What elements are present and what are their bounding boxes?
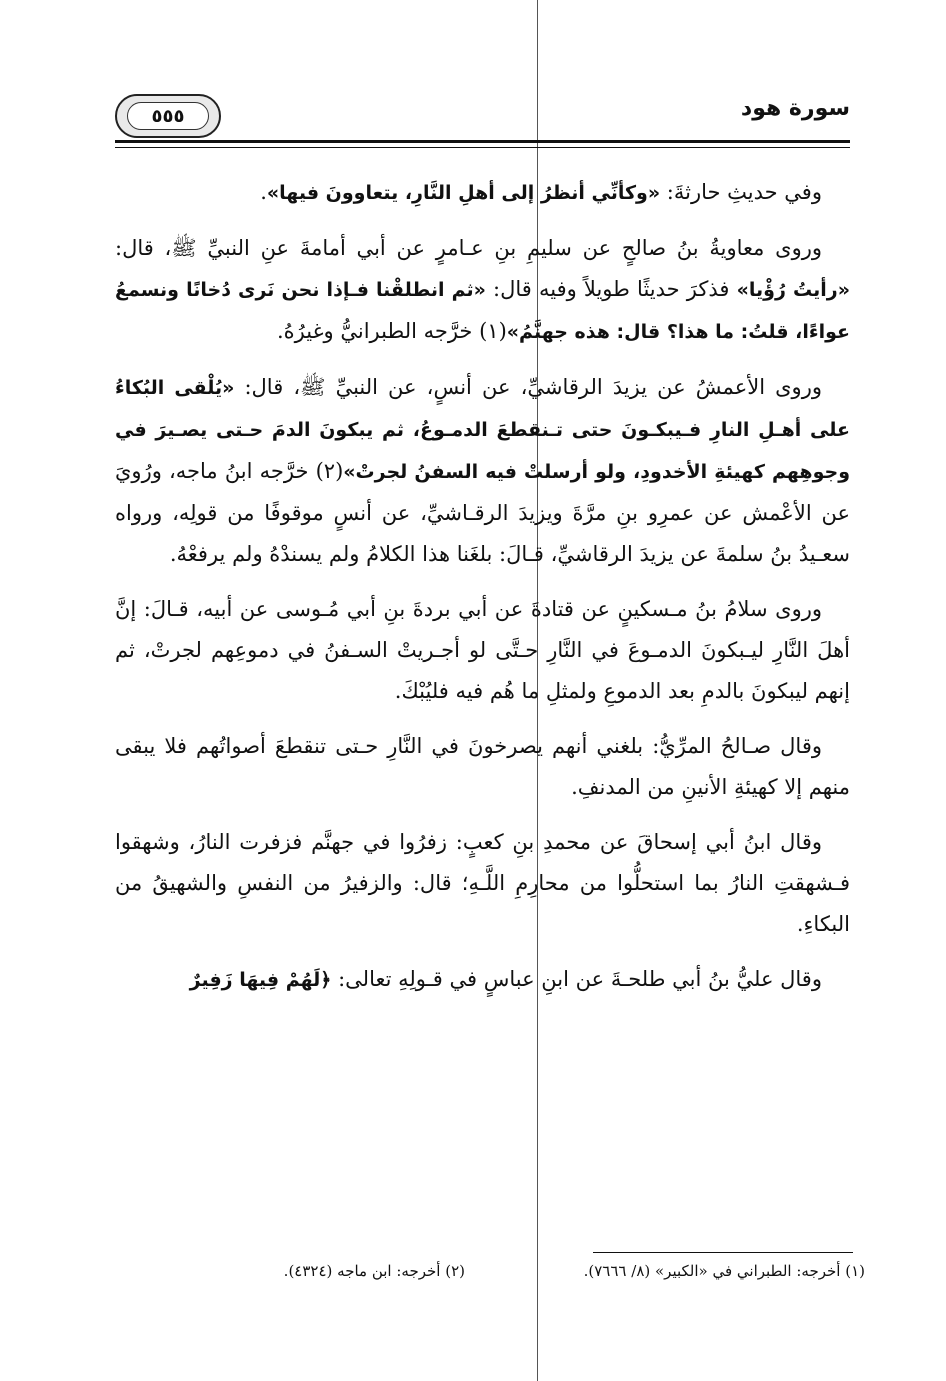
text-segment: وروى سلامُ بنُ مـسكينٍ عن قتادةَ عن أبي بردةَ بنِ أبي مُـوسى عن أبيه، قـالَ: إنَّ أهلَ النَّارِ ليـبكونَ الدمـوعَ في النَّارِ حـتَّى لو أجـريتْ السـفنُ في دموعِهم لجرتْ، ثم إنهم ليبكونَ بالدمِ بعد الدموعِ ولمثلِ ما هُم فيه فليُبْكَ.	[115, 597, 850, 703]
text-segment: وفي حديثِ حارثةَ:	[660, 180, 822, 204]
paragraph	[115, 367, 850, 575]
header-rule-thin	[115, 147, 850, 148]
header-rule-thick	[115, 140, 850, 143]
text-segment: وقال ابنُ أبي إسحاقَ عن محمدِ بنِ كعبٍ: زفرُوا في جهنَّم فزفرت النارُ، وشهقوا فـشهقتِ النارُ بما استحلُّوا من محارِمِ اللَّـهِ؛ قال: والزفيرُ من النفسِ والشهيقُ من البكاءِ.	[115, 830, 850, 936]
surah-title: سورة هود	[740, 96, 850, 121]
text-segment: .	[260, 180, 267, 204]
body-text	[115, 172, 850, 1015]
text-segment: خرَّجه الطبرانيُّ وغيرُهُ.	[276, 319, 480, 343]
footnote-separator	[593, 1252, 853, 1253]
quoted-text: «يُلْقى البُكاءُ على أهـلِ النارِ فـيبكـونَ حتى تـنقطعَ الدمـوعُ، ثم يبكونَ الدمَ حـتى يصـيرَ في وجوهِهم كهيئةِ الأخدودِ، ولو أرسلتْ فيه السفنُ لجرتْ»	[115, 377, 850, 483]
page-number-badge	[115, 94, 221, 138]
text-segment: (٢)	[315, 459, 344, 483]
paragraph	[115, 228, 850, 353]
page-number: ٥٥٥	[127, 102, 209, 130]
paragraph	[115, 959, 850, 1001]
text-segment: وروى الأعمشُ عن يزيدَ الرقاشيِّ، عن أنسٍ، عن النبيِّ ﷺ، قال:	[234, 375, 822, 399]
footnote-2: (٢) أخرجه: ابن ماجه (٤٣٢٤).	[283, 1262, 465, 1280]
quoted-text: ﴿لَهُمْ فِيهَا زَفِيرٌ	[189, 969, 332, 991]
text-segment: وقال عليُّ بنُ أبي طلحـةَ عن ابنِ عباسٍ في قـولِهِ تعالى:	[331, 967, 822, 991]
text-segment: وقال صـالحُ المرِّيُّ: بلغني أنهم يصرخونَ في النَّارِ حـتى تنقطعَ أصواتُهم فلا يبقى منهم إلا كهيئةِ الأنينِ من المدنفِ.	[115, 734, 850, 799]
paragraph	[115, 822, 850, 945]
quoted-text: «ثم انطلقْنا فـإذا نحن نَرى دُخانًا ونسمعُ عواءًا، قلتُ: ما هذا؟ قال: هذه جهنَّمُ»	[115, 279, 850, 343]
quoted-text: «وكأنِّي أنظرُ إلى أهلِ النَّارِ، يتعاوونَ فيها»	[266, 182, 661, 204]
paragraph	[115, 726, 850, 808]
footnote-1: (١) أخرجه: الطبراني في «الكبير» (٨/ ٧٦٦٦).	[583, 1262, 865, 1280]
paragraph	[115, 172, 850, 214]
text-segment: خرَّجه ابنُ ماجه، ورُويَ عن الأعْمش عن عمرِو بنِ مرَّةَ ويزيدَ الرقـاشيِّ، عن أنسٍ موقوفًا من قولِه، ورواه سعـيدُ بنُ سلمةَ عن يزيدَ الرقاشيِّ، قـالَ: بلغَنا هذا الكلامُ ولم يسندْهُ ولم يرفعْهُ.	[115, 459, 850, 566]
paragraph	[115, 589, 850, 712]
quoted-text: «رأيتُ رُؤْيا»	[736, 279, 850, 301]
text-segment: وروى معاويةُ بنُ صالحٍ عن سليمِ بنِ عـامرٍ عن أبي أمامةَ عنِ النبيِّ ﷺ، قال:	[115, 236, 822, 260]
text-segment: فذكرَ حديثًا طويلاً وفيه قال:	[485, 277, 737, 301]
footnotes	[115, 1262, 865, 1292]
text-segment: (١)	[479, 319, 507, 343]
page-header	[115, 92, 850, 152]
